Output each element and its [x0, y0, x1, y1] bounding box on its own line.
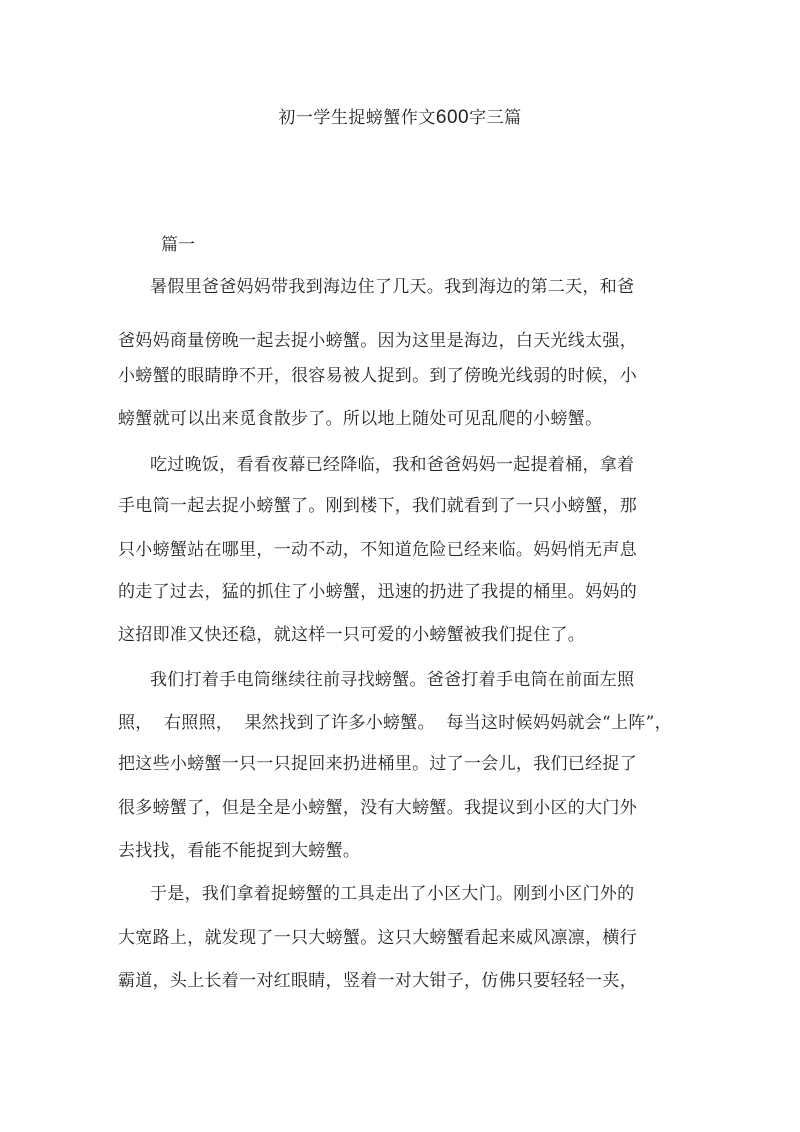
paragraph-line: 这招即准又快还稳，就这样一只可爱的小螃蟹被我们捉住了。 [118, 625, 586, 645]
paragraph-line: 把这些小螃蟹一只一只捉回来扔进桶里。过了一会儿，我们已经捉了 [118, 754, 637, 774]
title-text-2: 字三篇 [469, 108, 522, 128]
paragraph-line: 暑假里爸爸妈妈带我到海边住了几天。我到海边的第二天，和爸 [150, 277, 635, 297]
paragraph-line: 于是，我们拿着捉螃蟹的工具走出了小区大门。刚到小区门外的 [150, 884, 635, 904]
paragraph-line: 照， 右照照， 果然找到了许多小螃蟹。 每当这时候妈妈就会“上阵”， [118, 713, 672, 733]
paragraph-line: 小螃蟹的眼睛睁不开，很容易被人捉到。到了傍晚光线弱的时候，小 [118, 366, 637, 386]
paragraph-line: 螃蟹就可以出来觅食散步了。所以地上随处可见乱爬的小螃蟹。 [118, 409, 603, 429]
paragraph-line: 霸道，头上长着一对红眼睛，竖着一对大钳子，仿佛只要轻轻一夹， [118, 971, 637, 991]
section-heading: 篇一 [161, 235, 195, 255]
paragraph-line: 我们打着手电筒继续往前寻找螃蟹。爸爸打着手电筒在前面左照 [150, 670, 635, 690]
document-title [0, 104, 800, 132]
paragraph-line: 手电筒一起去捉小螃蟹了。刚到楼下，我们就看到了一只小螃蟹，那 [118, 496, 637, 516]
paragraph-line: 大宽路上，就发现了一只大螃蟹。这只大螃蟹看起来威风凛凛，横行 [118, 928, 637, 948]
paragraph-line: 很多螃蟹了，但是全是小螃蟹，没有大螃蟹。我提议到小区的大门外 [118, 798, 637, 818]
title-text-1: 初一学生捉螃蟹作文 [278, 108, 436, 128]
paragraph-line: 的走了过去，猛的抓住了小螃蟹，迅速的扔进了我提的桶里。妈妈的 [118, 582, 637, 602]
title-number: 600 [435, 107, 470, 128]
paragraph-line: 只小螃蟹站在哪里，一动不动，不知道危险已经来临。妈妈悄无声息 [118, 540, 637, 560]
paragraph-line: 爸妈妈商量傍晚一起去捉小螃蟹。因为这里是海边，白天光线太强， [118, 331, 637, 351]
paragraph-line: 吃过晚饭，看看夜幕已经降临，我和爸爸妈妈一起提着桶，拿着 [150, 455, 635, 475]
paragraph-line: 去找找，看能不能捉到大螃蟹。 [118, 841, 361, 861]
